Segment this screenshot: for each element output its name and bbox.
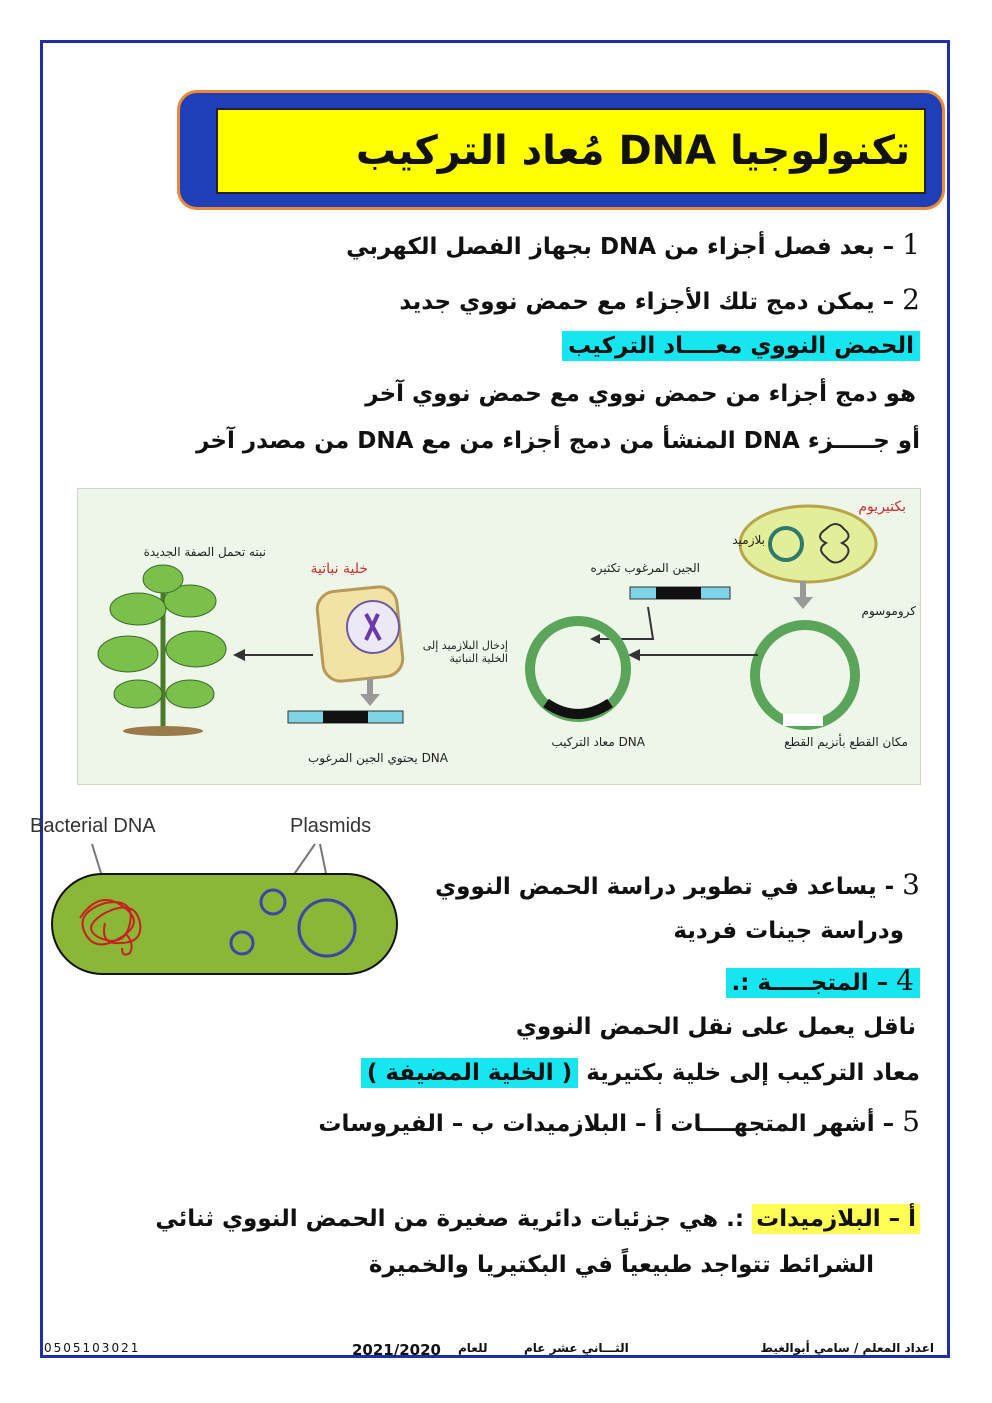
line-1 [346, 228, 920, 261]
cut-gap [783, 714, 823, 726]
line-4-number: 4 [896, 964, 914, 997]
title-box [216, 108, 926, 194]
label-bacterium: بكتيريوم [858, 499, 906, 515]
line-2-text: – يمكن دمج تلك الأجزاء مع حمض نووي جديد [399, 289, 895, 315]
arrow-left-2-head [233, 649, 245, 661]
dna-gene [323, 711, 368, 723]
label-chromosome: كروموسوم [861, 604, 916, 618]
label-plant-cell: خلية نباتية [310, 561, 368, 577]
line-3 [435, 868, 920, 901]
host-cell-highlight: ( الخلية المضيفة ) [361, 1058, 578, 1088]
label-insert-plasmid: إدخال البلازميد إلى الخلية النباتية [422, 639, 508, 665]
line-4-text: – المتجـــــة :. [731, 970, 889, 996]
line-4 [726, 964, 920, 997]
vector-definition-2 [361, 1060, 920, 1086]
label-bacterial-dna: Bacterial DNA [30, 815, 156, 837]
vector-definition-1: ناقل يعمل على نقل الحمض النووي [515, 1014, 916, 1040]
vector-heading [726, 964, 920, 998]
line-5-number: 5 [902, 1105, 920, 1138]
label-recombinant: DNA معاد التركيب [551, 735, 645, 749]
footer-year-label: للعام [458, 1341, 488, 1355]
cut-plasmid [755, 625, 855, 725]
definition-1: هو دمج أجزاء من حمض نووي مع حمض نووي آخر [365, 381, 916, 407]
definition-2: أو جـــــزء DNA المنشأ من دمج أجزاء من مع DNA من مصدر آخر [196, 428, 920, 454]
plasmid-definition-text: :. هي جزئيات دائرية صغيرة من الحمض النووي ثنائي [155, 1206, 745, 1232]
line-2-number: 2 [902, 283, 920, 316]
line-3b: ودراسة جينات فردية [673, 918, 904, 944]
bacterium-body [52, 874, 397, 974]
page-title: تكنولوجيا DNA مُعاد التركيب [355, 128, 910, 174]
line-1-text: – بعد فصل أجزاء من DNA بجهاز الفصل الكهربي [346, 234, 895, 260]
recombinant-dna-diagram [77, 488, 921, 785]
arrow-gene-head [590, 634, 600, 644]
vector-definition-2-text: معاد التركيب إلى خلية بكتيرية [586, 1060, 920, 1086]
definition-heading: الحمض النووي معــــاد التركيب [562, 331, 920, 361]
arrow-down-head [793, 597, 813, 609]
label-dna-gene: DNA يحتوي الجين المرغوب [308, 751, 448, 765]
label-plasmid: بلازميد [732, 533, 765, 547]
arrow-down-2-head [360, 694, 380, 706]
plant [98, 565, 226, 736]
line-3-number: 3 [902, 868, 920, 901]
line-5 [318, 1105, 920, 1138]
label-cut-site: مكان القطع بأنزيم القطع [784, 735, 908, 749]
plasmid-definition [155, 1206, 920, 1232]
line-5-text: – أشهر المتجهــــات أ – البلازميدات ب – الفيروسات [318, 1111, 895, 1137]
definition-heading-line [562, 333, 920, 359]
footer-year: 2021/2020 [352, 1341, 441, 1359]
footer-grade: الثـــاني عشر عام [524, 1341, 629, 1355]
recombinant-plasmid [530, 621, 626, 717]
label-new-plant: نبته تحمل الصفة الجديدة [143, 545, 266, 559]
plasmid-definition-2: الشرائط تتواجد طبيعياً في البكتيريا والخميرة [368, 1252, 874, 1278]
footer-phone: 0505103021 [44, 1341, 141, 1355]
plasmid-term: أ – البلازميدات [752, 1204, 920, 1234]
footer-author: اعداد المعلم / سامي أبوالغيط [760, 1341, 934, 1355]
line-2 [399, 283, 920, 316]
label-desired-gene: الجين المرغوب تكثيره [590, 561, 700, 575]
label-plasmids: Plasmids [290, 815, 372, 837]
bacteria-figure [40, 838, 420, 978]
line-3-text: - يساعد في تطوير دراسة الحمض النووي [435, 874, 895, 900]
inserted-gene [546, 703, 610, 714]
gene-fragment-black [656, 587, 701, 599]
line-1-number: 1 [902, 228, 920, 261]
